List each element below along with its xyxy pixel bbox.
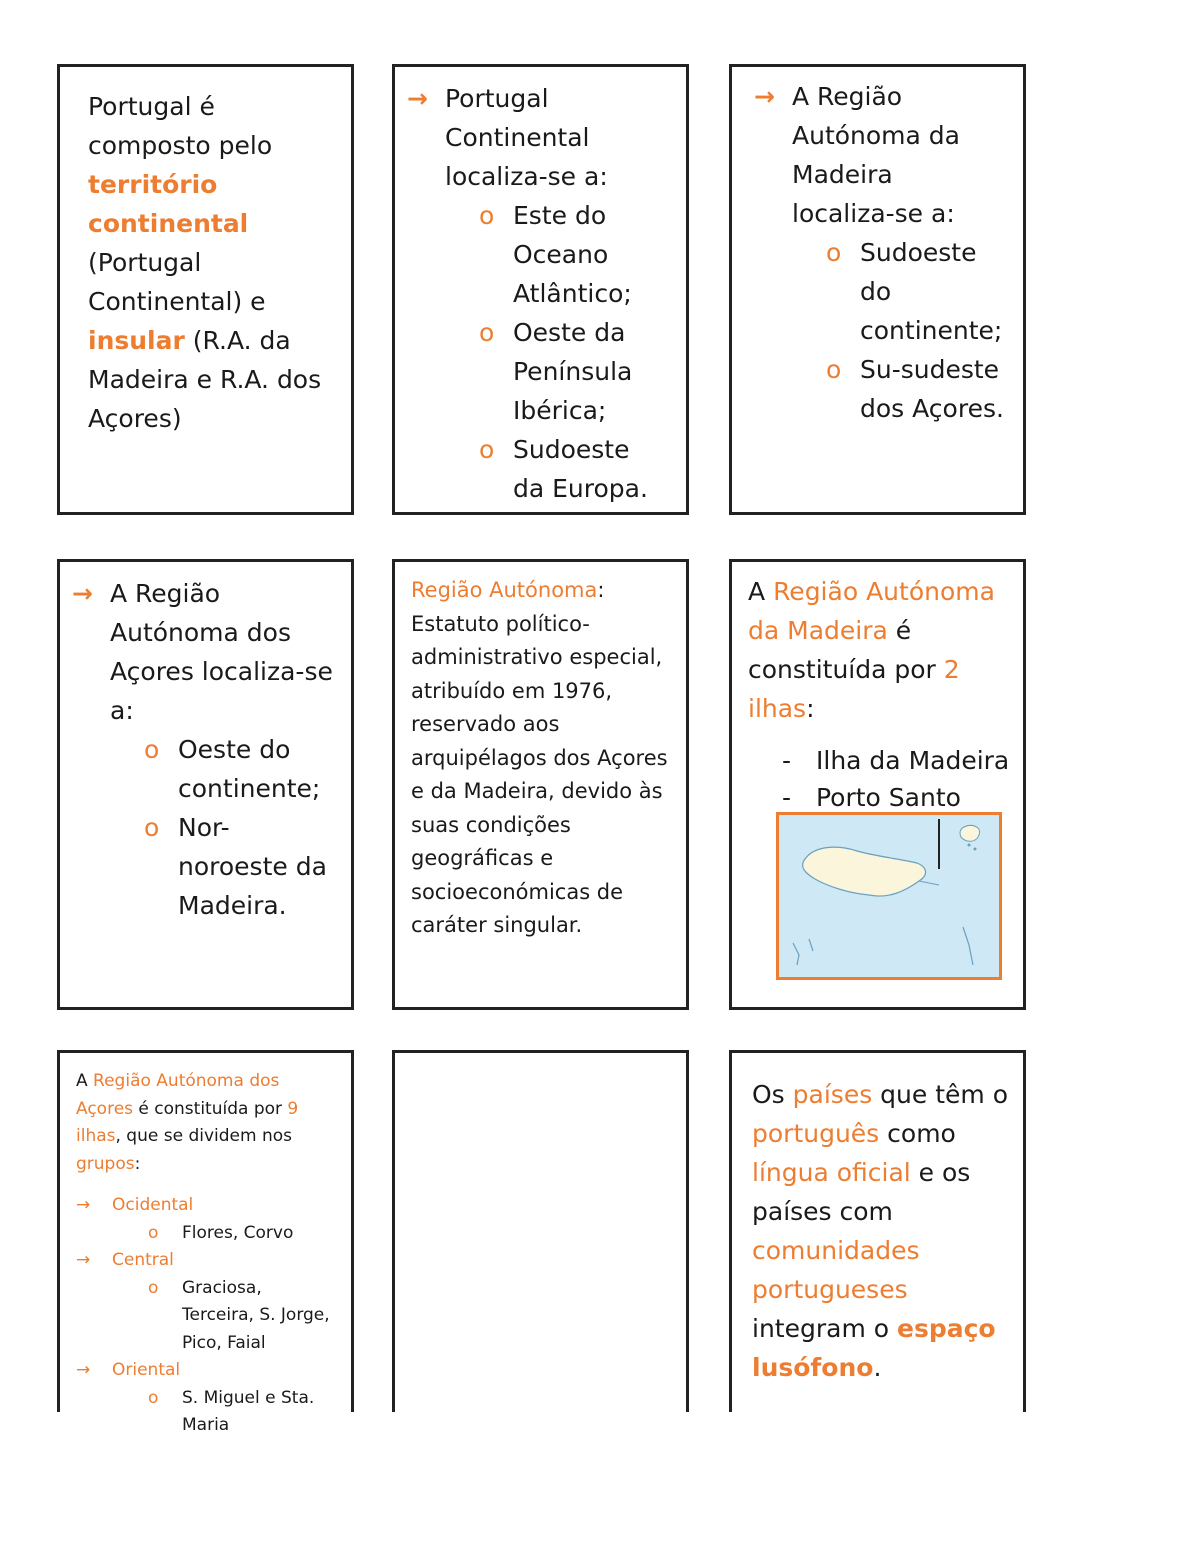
list-item: - Porto Santo [782,779,1018,816]
card-portugal-continental-location [392,64,689,515]
bullet-circle-icon: o [148,1387,159,1408]
card-text [72,574,352,925]
card-regiao-autonoma-definition [392,559,689,1010]
list-item: o Sudoeste da Europa. [479,430,677,508]
list-item: - Ilha da Madeira [782,742,1018,779]
card-text: A Região Autónoma dos Açores é constituída por 9 ilhas, que se dividem nos grupos: → Ocidental o Flores, Corvo → Central o Graciosa, Terceira, S. Jorge, Pico, Faial → Oriental o S. Miguel e Sta. Maria [76,1068,341,1440]
bullet-circle-icon: o [479,435,495,464]
bullet-circle-icon: o [144,735,160,764]
list-item: o S. Miguel e Sta. Maria [148,1385,341,1440]
bullet-circle-icon: o [826,355,842,384]
card-heading: A Região Autónoma da Madeira localiza-se a: [792,82,960,228]
card-heading: A Região Autónoma dos Açores localiza-se a: [110,579,333,725]
dash-icon: - [782,783,792,812]
card-heading: Portugal Continental localiza-se a: [445,84,608,191]
arrow-icon: → [407,84,428,113]
card-portugal-composition [57,64,354,515]
group-oriental: → Oriental [76,1357,341,1385]
card-text: Os países que têm o português como língua oficial e os países com comunidades portugueses integram o espaço lusófono. [752,1080,1009,1382]
arrow-icon: → [76,1360,91,1380]
card-text: A Região Autónoma da Madeira é constituída por 2 ilhas: - Ilha da Madeira - Porto Santo [748,572,1018,816]
card-madeira-islands [729,559,1026,1010]
term-regiao-autonoma: Região Autónoma [411,578,598,602]
list-item: o Su-sudeste dos Açores. [826,350,1024,428]
group-ocidental: → Ocidental [76,1192,341,1220]
bullet-circle-icon: o [148,1277,159,1298]
card-acores-islands [57,1050,354,1435]
list-item: o Flores, Corvo [148,1220,341,1248]
card-text [754,77,1024,428]
madeira-map-image [776,812,1002,980]
list-item: o Oeste da Península Ibérica; [479,313,677,430]
card-text [407,79,677,508]
arrow-icon: → [72,579,93,608]
list-item: o Nor-noroeste da Madeira. [144,808,352,925]
definition-text: Estatuto político-administrativo especial, atribuído em 1976, reservado aos arquipélagos dos Açores e da Madeira, devido às suas condições geográficas e socioeconómicas de caráter singular. [411,611,668,937]
card-acores-location [57,559,354,1010]
highlight-territorio-continental: território continental [88,170,249,238]
card-madeira-location [729,64,1026,515]
arrow-icon: → [754,82,775,111]
arrow-icon: → [76,1250,91,1270]
card-empty [392,1050,689,1412]
map-illustration [779,815,999,977]
list-item: o Oeste do continente; [144,730,352,808]
card-espaco-lusofono [729,1050,1026,1412]
card-text: Região Autónoma: Estatuto político-administrativo especial, atribuído em 1976, reservado aos arquipélagos dos Açores e da Madeira, devido às suas condições geográficas e socioeconómicas de caráter singular. [411,574,677,943]
list-item: o Este do Oceano Atlântico; [479,196,677,313]
list-item: o Graciosa, Terceira, S. Jorge, Pico, Faial [148,1275,341,1358]
bullet-circle-icon: o [479,318,495,347]
bullet-circle-icon: o [479,201,495,230]
list-item: o Sudoeste do continente; [826,233,1024,350]
bullet-circle-icon: o [826,238,842,267]
highlight-insular: insular [88,326,185,355]
group-central: → Central [76,1247,341,1275]
bullet-circle-icon: o [148,1222,159,1243]
card-text: Portugal é composto pelo território continental (Portugal Continental) e insular (R.A. da Madeira e R.A. dos Açores) [88,92,322,433]
bullet-circle-icon: o [144,813,160,842]
dash-icon: - [782,746,792,775]
arrow-icon: → [76,1195,91,1215]
